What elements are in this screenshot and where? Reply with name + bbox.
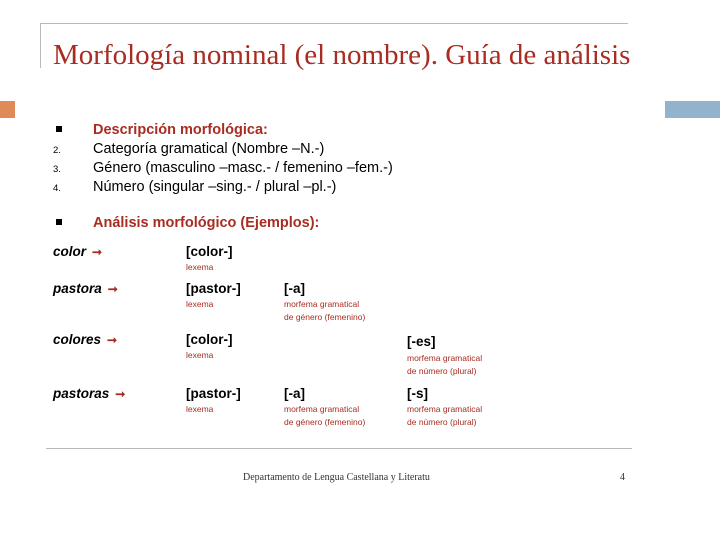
lexeme-note: lexema (186, 350, 214, 360)
top-rule (40, 23, 628, 24)
number-morpheme: [-s] (407, 386, 428, 401)
lexeme-note: lexema (186, 299, 214, 309)
lexeme: [color-] (186, 244, 233, 259)
description-heading: Descripción morfológica: (93, 122, 268, 138)
list-number: 3. (53, 164, 61, 175)
example-word (53, 386, 125, 401)
gender-note (284, 298, 365, 324)
gender-morpheme: [-a] (284, 386, 305, 401)
list-item-text: Género (masculino –masc.- / femenino –fem.-) (93, 160, 393, 176)
number-note (407, 352, 482, 378)
bottom-rule (46, 448, 632, 449)
lexeme-note: lexema (186, 262, 214, 272)
example-word (53, 281, 118, 296)
number-note-line: morfema gramatical (407, 353, 483, 363)
gender-note-line: morfema gramatical (284, 299, 360, 309)
arrow-right-icon: ➞ (107, 282, 118, 296)
left-rule (40, 23, 41, 68)
word-text: color (53, 244, 87, 259)
square-bullet-icon (53, 215, 93, 231)
gender-note (284, 403, 365, 429)
page-number: 4 (620, 472, 625, 483)
word-text: pastoras (53, 386, 110, 401)
gender-note-line: de género (femenino) (284, 312, 366, 322)
square-bullet-icon (53, 122, 93, 138)
lexeme: [color-] (186, 332, 233, 347)
word-text: pastora (53, 281, 102, 296)
arrow-right-icon: ➞ (92, 245, 103, 259)
description-heading-row (53, 122, 268, 138)
number-note-line: de número (plural) (407, 417, 477, 427)
word-text: colores (53, 332, 102, 347)
number-note-line: de número (plural) (407, 366, 477, 376)
gender-note-line: morfema gramatical (284, 404, 360, 414)
number-note (407, 403, 482, 429)
list-item (53, 160, 393, 176)
orange-accent-bar (0, 101, 15, 118)
slide-title: Morfología nominal (el nombre). Guía de análisis (53, 39, 631, 71)
list-item (53, 179, 336, 195)
footer-text: Departamento de Lengua Castellana y Literatu (243, 472, 430, 483)
analysis-heading-row (53, 215, 319, 231)
arrow-right-icon: ➞ (107, 333, 118, 347)
gender-note-line: de género (femenino) (284, 417, 366, 427)
lexeme: [pastor-] (186, 386, 241, 401)
lexeme-note: lexema (186, 404, 214, 414)
number-note-line: morfema gramatical (407, 404, 483, 414)
list-item-text: Número (singular –sing.- / plural –pl.-) (93, 179, 337, 195)
lexeme: [pastor-] (186, 281, 241, 296)
example-word (53, 332, 117, 347)
analysis-heading: Análisis morfológico (Ejemplos): (93, 215, 320, 231)
list-item (53, 141, 324, 157)
blue-accent-bar (665, 101, 720, 118)
example-word (53, 244, 102, 259)
arrow-right-icon: ➞ (115, 387, 126, 401)
list-item-text: Categoría gramatical (Nombre –N.-) (93, 141, 325, 157)
number-morpheme: [-es] (407, 334, 436, 349)
list-number: 4. (53, 183, 61, 194)
gender-morpheme: [-a] (284, 281, 305, 296)
list-number: 2. (53, 145, 61, 156)
